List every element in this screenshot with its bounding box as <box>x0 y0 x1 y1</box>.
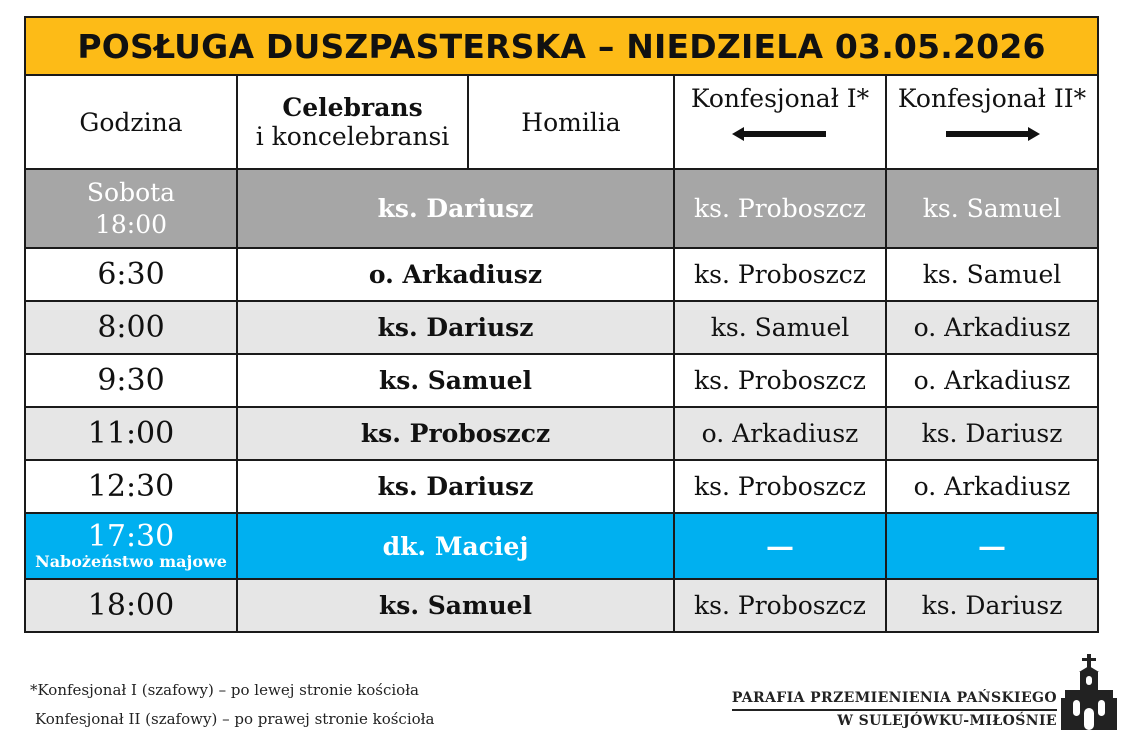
row-hour: 18:00 <box>94 209 168 239</box>
schedule-row-may-service <box>25 513 1098 579</box>
parish-name-line2: W SULEJÓWKU-MIŁOŚNIE <box>837 713 1057 729</box>
row-service-name: Nabożeństwo majowe <box>35 552 227 571</box>
header-celebrant-sub: i koncelebransi <box>255 122 450 151</box>
row-time: 8:00 <box>25 301 237 354</box>
row-konf2: ks. Samuel <box>886 248 1098 301</box>
row-celebrant: ks. Dariusz <box>237 460 674 513</box>
schedule-row <box>25 579 1098 632</box>
row-konf2: o. Arkadiusz <box>886 460 1098 513</box>
schedule-row <box>25 460 1098 513</box>
header-homily: Homilia <box>468 75 674 169</box>
row-konf1: ks. Proboszcz <box>674 579 886 632</box>
row-celebrant: ks. Dariusz <box>237 301 674 354</box>
row-day: Sobota <box>86 177 176 207</box>
header-konf1-label: Konfesjonał I* <box>690 83 870 113</box>
row-celebrant: o. Arkadiusz <box>237 248 674 301</box>
row-time: 9:30 <box>25 354 237 407</box>
row-celebrant: ks. Dariusz <box>237 169 674 248</box>
row-konf1: — <box>674 513 886 579</box>
row-konf1: ks. Samuel <box>674 301 886 354</box>
row-time: 11:00 <box>25 407 237 460</box>
row-time: 6:30 <box>25 248 237 301</box>
row-time: 12:30 <box>25 460 237 513</box>
row-konf2: ks. Samuel <box>886 169 1098 248</box>
row-celebrant: ks. Proboszcz <box>237 407 674 460</box>
footnotes <box>30 676 434 734</box>
row-konf2: o. Arkadiusz <box>886 301 1098 354</box>
row-konf1: ks. Proboszcz <box>674 354 886 407</box>
schedule-row <box>25 354 1098 407</box>
parish-name-line1: PARAFIA PRZEMIENIENIA PAŃSKIEGO <box>732 688 1057 711</box>
row-time <box>25 169 237 248</box>
header-row <box>25 75 1098 169</box>
row-konf2: ks. Dariusz <box>886 579 1098 632</box>
footnote-konf1: *Konfesjonał I (szafowy) – po lewej stronie kościoła <box>30 681 420 699</box>
row-konf1: o. Arkadiusz <box>674 407 886 460</box>
row-celebrant: ks. Samuel <box>237 579 674 632</box>
row-konf1: ks. Proboszcz <box>674 460 886 513</box>
parish-name <box>732 688 1057 731</box>
schedule-row-saturday <box>25 169 1098 248</box>
row-konf1: ks. Proboszcz <box>674 248 886 301</box>
row-celebrant: ks. Samuel <box>237 354 674 407</box>
header-celebrant <box>237 75 468 169</box>
schedule-table <box>24 16 1099 633</box>
row-konf2: ks. Dariusz <box>886 407 1098 460</box>
row-konf2: o. Arkadiusz <box>886 354 1098 407</box>
page-title: POSŁUGA DUSZPASTERSKA – NIEDZIELA 03.05.2026 <box>25 17 1098 75</box>
header-celebrant-bold: Celebrans <box>282 93 423 122</box>
footnote-konf2: Konfesjonał II (szafowy) – po prawej stronie kościoła <box>35 710 435 728</box>
arrow-left-icon <box>732 125 828 143</box>
row-time: 18:00 <box>25 579 237 632</box>
row-celebrant: dk. Maciej <box>237 513 674 579</box>
title-row <box>25 17 1098 75</box>
row-hour: 17:30 <box>87 519 175 554</box>
row-konf1: ks. Proboszcz <box>674 169 886 248</box>
header-konf1 <box>674 75 886 169</box>
row-konf2: — <box>886 513 1098 579</box>
arrow-right-icon <box>944 125 1040 143</box>
schedule-row <box>25 407 1098 460</box>
header-konf2 <box>886 75 1098 169</box>
schedule-row <box>25 248 1098 301</box>
header-konf2-label: Konfesjonał II* <box>897 83 1087 113</box>
schedule-row <box>25 301 1098 354</box>
header-time: Godzina <box>25 75 237 169</box>
row-time <box>25 513 237 579</box>
church-icon <box>1061 654 1117 730</box>
